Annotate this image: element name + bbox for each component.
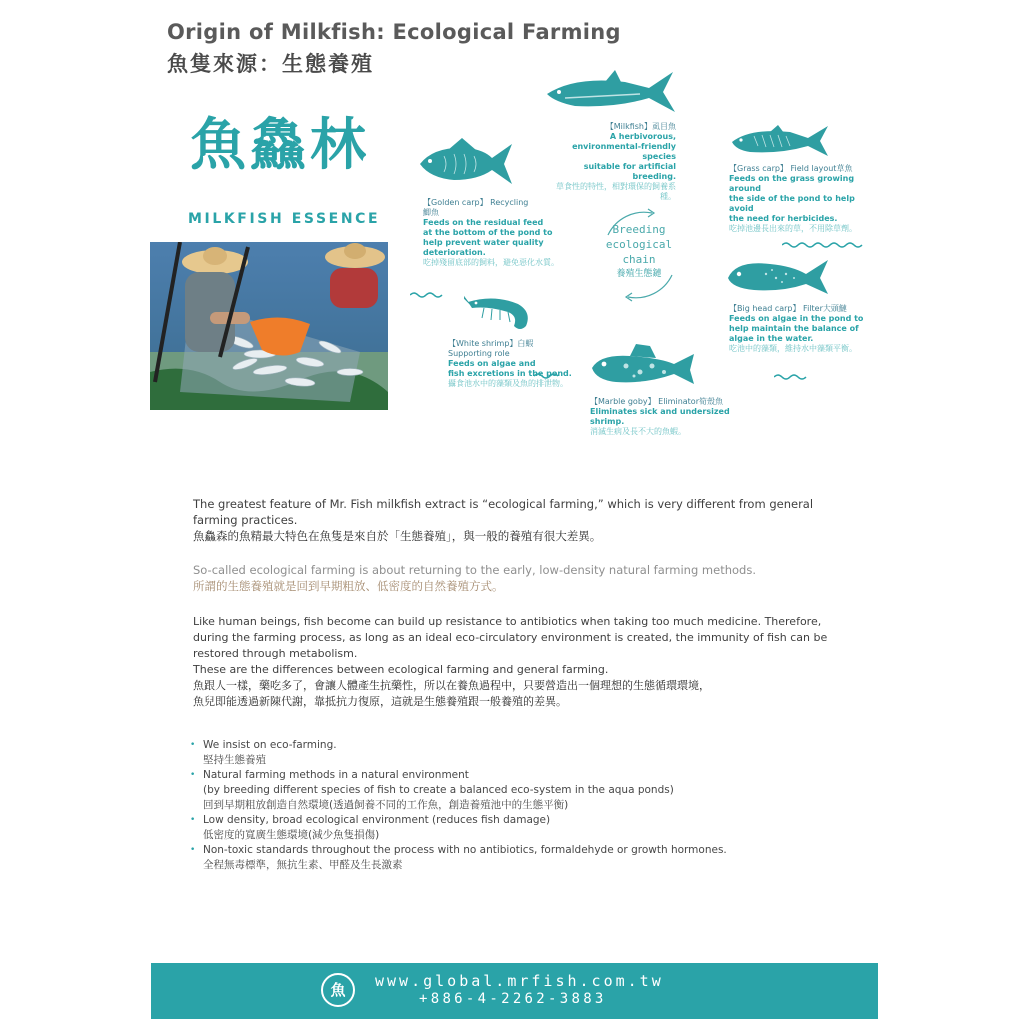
fish-heading: 【White shrimp】白蝦 bbox=[448, 339, 534, 348]
bullet-icon: • bbox=[190, 740, 196, 750]
paragraph-zh: 魚跟人一樣，藥吃多了，會讓人體產生抗藥性，所以在養魚過程中，只要營造出一個理想的生態循環環境， bbox=[193, 679, 710, 692]
paragraph-zh: 魚鱻森的魚精最大特色在魚隻是來自於「生態養殖」，與一般的養殖有很大差異。 bbox=[193, 529, 602, 543]
website-link[interactable]: www.global.mrfish.com.tw bbox=[375, 972, 664, 990]
fish-desc-zh: 吃池中的藻類，維持水中藻類平衡。 bbox=[729, 344, 857, 353]
fish-heading: 【Golden carp】 Recycling bbox=[423, 198, 529, 207]
marble-goby-caption bbox=[590, 397, 740, 437]
fish-heading: 【Marble goby】 Eliminator筍殼魚 bbox=[590, 397, 723, 406]
fish-desc: Eliminates sick and undersized bbox=[590, 407, 730, 416]
fish-desc: fish excretions in the pond. bbox=[448, 369, 572, 378]
chain-center-label bbox=[598, 222, 680, 282]
fish-desc: Feeds on algae and bbox=[448, 359, 536, 368]
fish-desc-zh: 草食性的特性，相對環保的飼養系種。 bbox=[556, 182, 676, 201]
bullet-icon: • bbox=[190, 845, 196, 855]
bullet-icon: • bbox=[190, 815, 196, 825]
fish-heading-sub: Supporting role bbox=[448, 349, 510, 358]
paragraph-immunity bbox=[193, 614, 853, 710]
milkfish-icon bbox=[545, 68, 677, 120]
fish-desc-zh: 消滅生病及長不大的魚蝦。 bbox=[590, 427, 686, 436]
paragraph-definition bbox=[193, 562, 853, 594]
chain-center-line: Breeding bbox=[612, 223, 666, 236]
paragraph-zh: 魚兒即能透過新陳代謝，靠抵抗力復原，這就是生態養殖跟一般養殖的差異。 bbox=[193, 695, 567, 708]
milkfish-caption bbox=[548, 122, 676, 202]
fish-desc: Feeds on algae in the pond to bbox=[729, 314, 864, 323]
list-item-line: 全程無毒標準，無抗生素、甲醛及生長激素 bbox=[203, 859, 403, 871]
fish-heading-zh: 鯽魚 bbox=[423, 208, 439, 217]
list-item bbox=[190, 738, 830, 768]
phone-number[interactable]: +886-4-2262-3883 bbox=[419, 991, 607, 1007]
fishermen-photo bbox=[150, 242, 388, 410]
grass-carp-icon bbox=[730, 124, 830, 162]
grass-carp-caption bbox=[729, 164, 869, 234]
fish-desc: A herbivorous, bbox=[609, 132, 676, 141]
fish-desc: deterioration. bbox=[423, 248, 486, 257]
list-item-line: We insist on eco-farming. bbox=[203, 739, 337, 751]
fish-heading: 【Big head carp】 Filter大頭鰱 bbox=[729, 304, 847, 313]
paragraph-intro bbox=[193, 496, 853, 544]
brand-seal-icon: 魚 bbox=[321, 973, 355, 1007]
list-item-line: Natural farming methods in a natural environment bbox=[203, 769, 469, 781]
list-item bbox=[190, 813, 830, 843]
fish-desc: suitable for artificial breeding. bbox=[583, 162, 676, 181]
paragraph-en: So-called ecological farming is about returning to the early, low-density natural farming methods. bbox=[193, 563, 756, 577]
footer-bar bbox=[151, 963, 878, 1019]
white-shrimp-icon bbox=[464, 292, 538, 338]
fish-desc: the side of the pond to help avoid bbox=[729, 194, 855, 213]
fish-desc: at the bottom of the pond to bbox=[423, 228, 553, 237]
fish-heading: 【Grass carp】 Field layout草魚 bbox=[729, 164, 853, 173]
fish-desc-zh: 攝食池水中的藻類及魚的排泄物。 bbox=[448, 379, 568, 388]
list-item-line: (by breeding different species of fish to create a balanced eco-system in the aqua ponds) bbox=[203, 784, 674, 796]
fish-heading: 【Milkfish】虱目魚 bbox=[605, 122, 676, 131]
chain-center-zh: 養殖生態鏈 bbox=[616, 269, 662, 279]
wave-decoration bbox=[534, 364, 562, 383]
wave-decoration bbox=[410, 283, 446, 302]
golden-carp-caption bbox=[423, 198, 573, 268]
list-item-line: 低密度的寬廣生態環境(減少魚隻損傷) bbox=[203, 829, 380, 841]
fish-desc: Feeds on the grass growing around bbox=[729, 174, 855, 193]
paragraph-en: Like human beings, fish become can build up resistance to antibiotics when taking too much medicine. Therefore, during the farming process, as long as an ideal eco-circulatory environment is created, the immunity of fish can be restored through metabolism. bbox=[193, 615, 828, 660]
brand-logo-zh: 魚鱻林 bbox=[190, 113, 370, 178]
page-title-zh: 魚隻來源：生態養殖 bbox=[167, 52, 374, 76]
brand-logo-en: MILKFISH ESSENCE bbox=[188, 211, 381, 227]
chain-center-line: chain bbox=[622, 253, 656, 266]
big-head-carp-caption bbox=[729, 304, 869, 354]
golden-carp-icon bbox=[418, 138, 516, 192]
feature-list bbox=[190, 738, 830, 873]
fish-desc: algae in the water. bbox=[729, 334, 814, 343]
fish-desc: environmental-friendly species bbox=[572, 142, 676, 161]
list-item-line: Low density, broad ecological environment (reduces fish damage) bbox=[203, 814, 551, 826]
fish-desc-zh: 吃掉池邊長出來的草，不用除草劑。 bbox=[729, 224, 857, 233]
page-title-en: Origin of Milkfish: Ecological Farming bbox=[167, 20, 621, 44]
chain-center-line: ecological bbox=[605, 238, 673, 251]
fish-desc-zh: 吃掉殘留底部的飼料，避免惡化水質。 bbox=[423, 258, 559, 267]
big-head-carp-icon bbox=[726, 256, 832, 300]
fish-desc: help maintain the balance of bbox=[729, 324, 859, 333]
list-item-line: 堅持生態養殖 bbox=[203, 754, 266, 766]
paragraph-en: The greatest feature of Mr. Fish milkfish extract is “ecological farming,” which is very different from general farming practices. bbox=[193, 497, 814, 527]
wave-decoration bbox=[774, 365, 810, 384]
bullet-icon: • bbox=[190, 770, 196, 780]
fish-desc: shrimp. bbox=[590, 417, 625, 426]
list-item-line: Non-toxic standards throughout the process with no antibiotics, formaldehyde or growth hormones. bbox=[203, 844, 727, 856]
wave-decoration bbox=[782, 233, 868, 252]
paragraph-zh: 所謂的生態養殖就是回到早期粗放、低密度的自然養殖方式。 bbox=[193, 579, 504, 593]
paragraph-en: These are the differences between ecological farming and general farming. bbox=[193, 663, 609, 676]
list-item bbox=[190, 843, 830, 873]
list-item bbox=[190, 768, 830, 813]
fish-desc: the need for herbicides. bbox=[729, 214, 838, 223]
fish-desc: Feeds on the residual feed bbox=[423, 218, 544, 227]
list-item-line: 回到早期粗放創造自然環境(透過飼養不同的工作魚，創造養殖池中的生態平衡) bbox=[203, 799, 569, 811]
fish-desc: help prevent water quality bbox=[423, 238, 544, 247]
marble-goby-icon bbox=[590, 342, 696, 392]
